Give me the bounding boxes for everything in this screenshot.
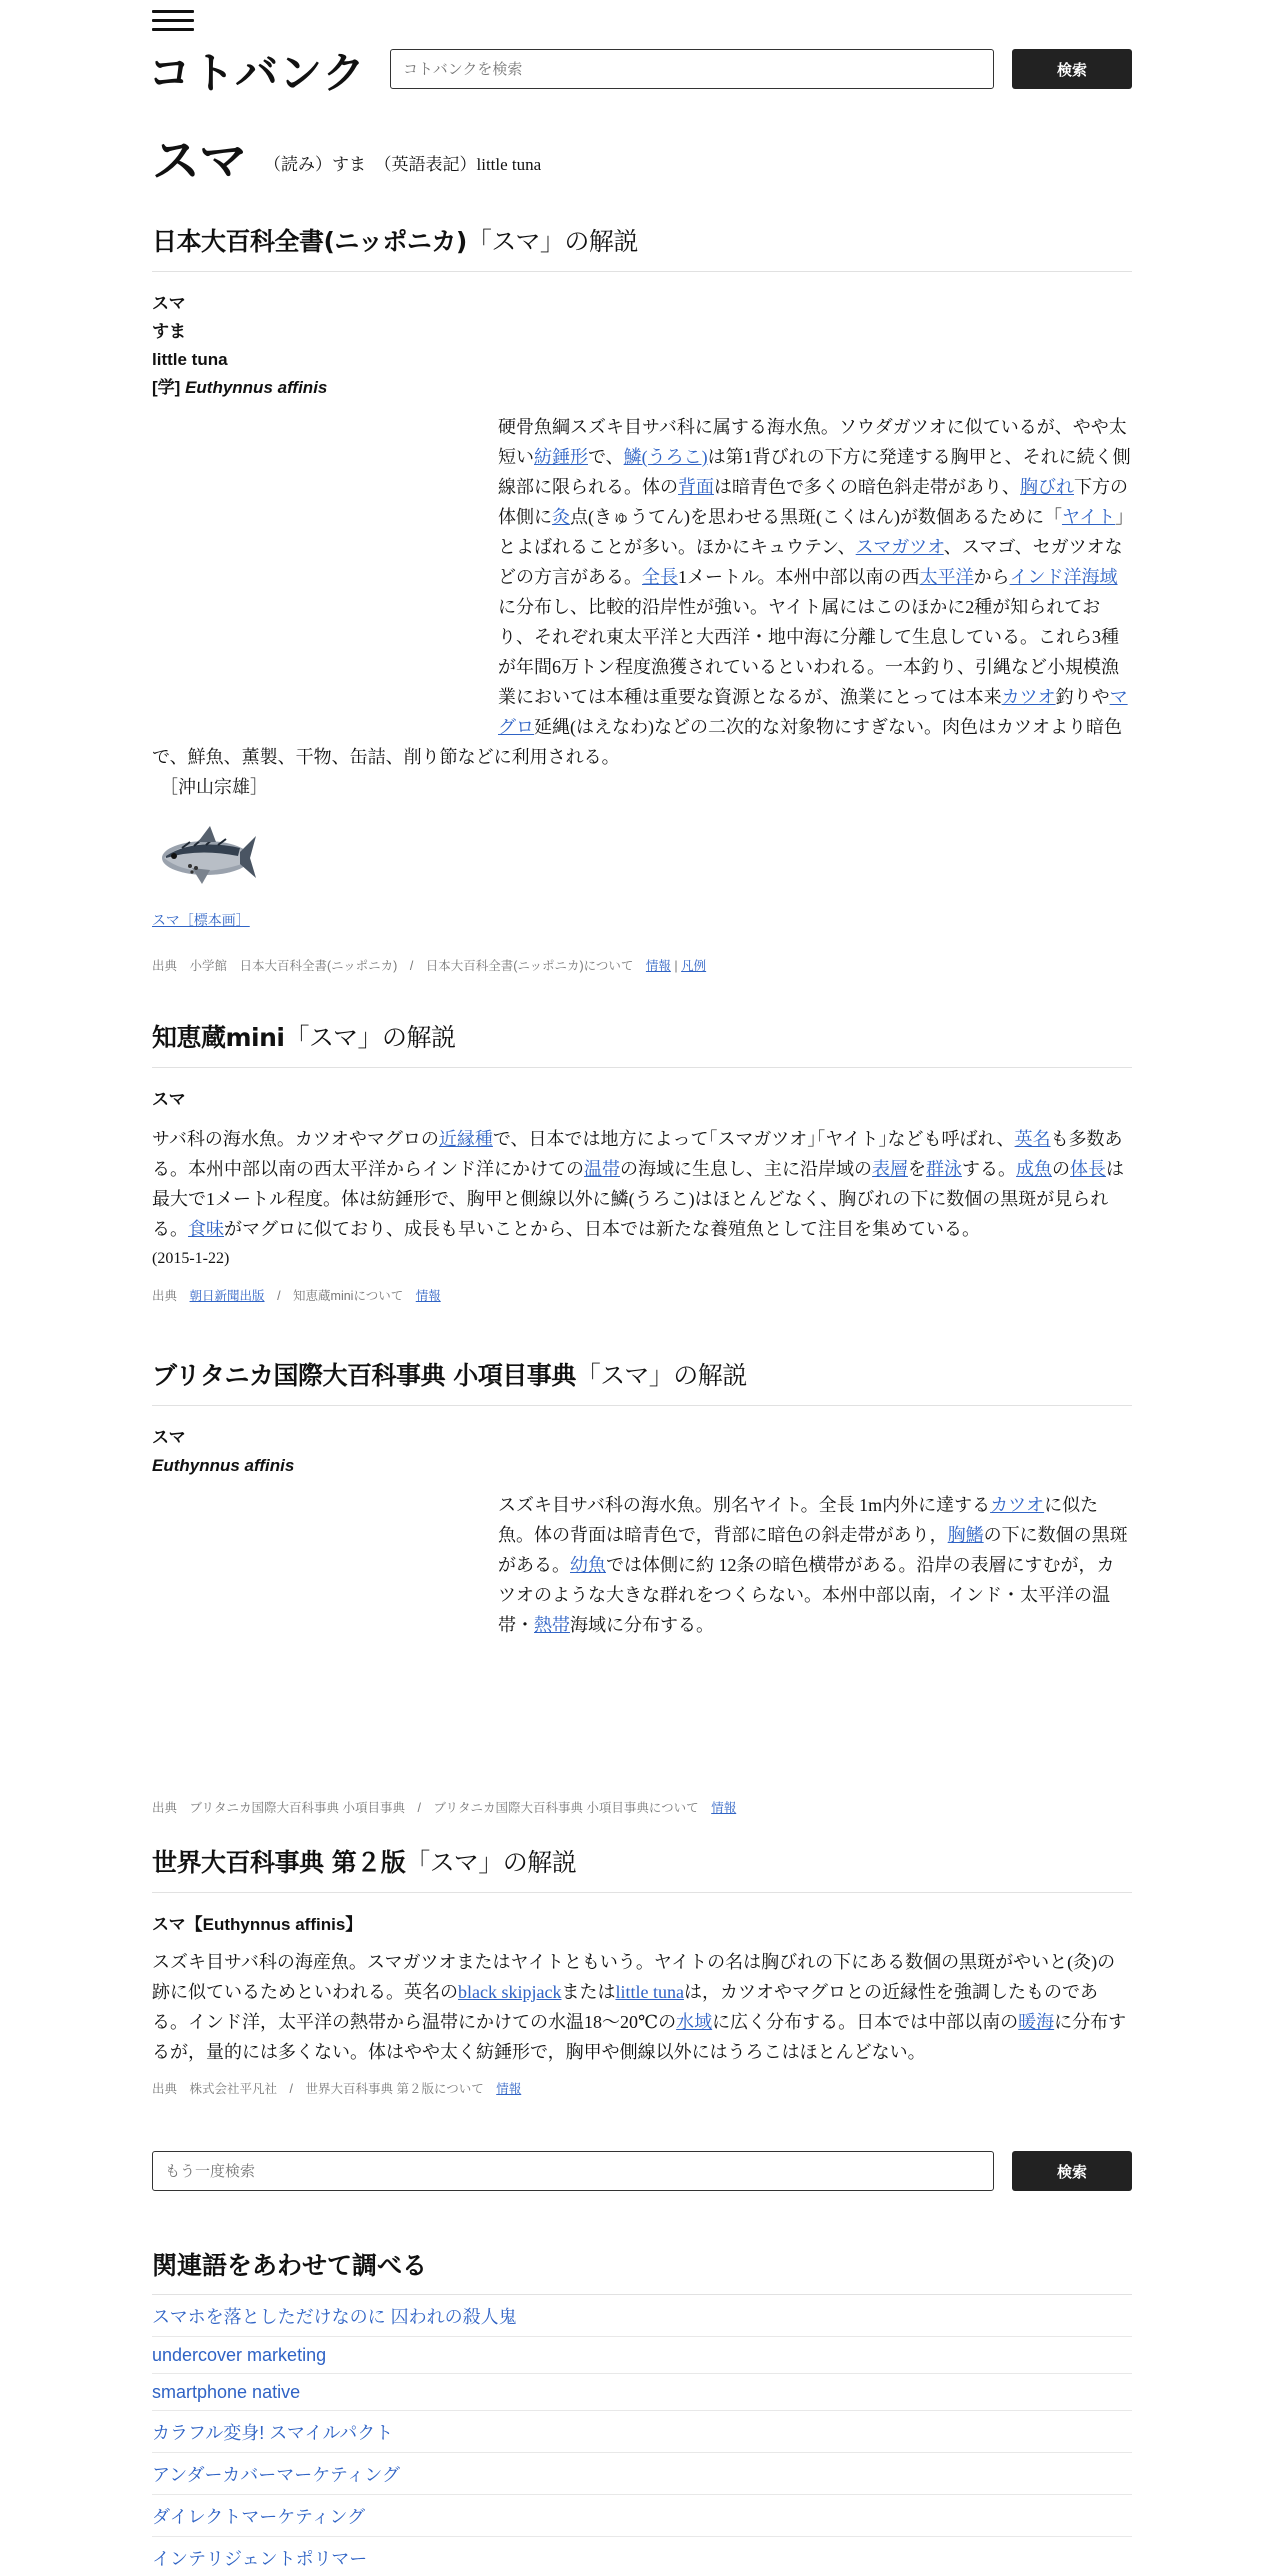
source-line: 出典 株式会社平凡社 / 世界大百科事典 第２版について 情報 bbox=[152, 2082, 522, 2096]
scientific-name: Euthynnus affinis bbox=[152, 1456, 295, 1475]
link[interactable]: マグロ bbox=[498, 687, 1128, 737]
link[interactable]: 胸びれ bbox=[1020, 477, 1074, 497]
term-list bbox=[152, 1086, 1132, 1114]
bottom-search-button[interactable]: 検索 bbox=[1012, 2151, 1132, 2191]
related-item[interactable]: インテリジェントポリマー bbox=[152, 2537, 1132, 2568]
term: little tuna bbox=[152, 350, 228, 369]
section-britannica bbox=[152, 1356, 1132, 1816]
term: すま bbox=[152, 322, 186, 341]
search-button[interactable]: 検索 bbox=[1012, 49, 1132, 89]
page-title: スマ bbox=[152, 133, 248, 189]
link[interactable]: 胸鰭 bbox=[947, 1525, 984, 1545]
term: スマ bbox=[152, 1090, 186, 1109]
title-reading: （読み）すま （英語表記）little tuna bbox=[264, 155, 542, 174]
source-line: 出典 朝日新聞出版 / 知恵蔵miniについて 情報 bbox=[152, 1289, 441, 1303]
author: ［沖山宗雄］ bbox=[160, 777, 268, 797]
link[interactable]: カツオ bbox=[1001, 687, 1056, 707]
link[interactable]: 食味 bbox=[188, 1219, 224, 1239]
link[interactable]: 成魚 bbox=[1016, 1159, 1052, 1179]
publisher-link[interactable]: 朝日新聞出版 bbox=[189, 1289, 265, 1303]
source-line: 出典 ブリタニカ国際大百科事典 小項目事典 / ブリタニカ国際大百科事典 小項目事典について 情報 bbox=[152, 1801, 737, 1815]
link[interactable]: 鱗(うろこ) bbox=[623, 447, 708, 467]
source-line: 出典 小学館 日本大百科全書(ニッポニカ) / 日本大百科全書(ニッポニカ)について 情報 | 凡例 bbox=[152, 959, 707, 973]
related-heading: 関連語をあわせて調べる bbox=[152, 2246, 1132, 2295]
link[interactable]: black skipjack bbox=[458, 1982, 562, 2002]
article-body: スズキ目サバ科の海産魚。スマガツオまたはヤイトともいう。ヤイトの名は胸びれの下にある数個の黒斑がやいと(灸)の跡に似ているためといわれる。英名のblack skipjackまたはlittle tunaは，カツオやマグロとの近縁性を強調したものである。インド洋，太平洋の熱帯から温帯にかけての水温18～20℃の水域に広く分布する。日本では中部以南の暖海に分布するが，量的には多くない。体はやや太く紡錘形で，胸甲や側線以外にはうろこはほとんどない。 bbox=[152, 1952, 1127, 2062]
link[interactable]: little tuna bbox=[615, 1982, 684, 2002]
article-body: スズキ目サバ科の海水魚。別名ヤイト。全長 1m内外に達するカツオに似た魚。体の背面は暗青色で，背部に暗色の斜走帯があり，胸鰭の下に数個の黒斑がある。幼魚では体側に約 12条の暗色横帯がある。沿岸の表層にすむが，カツオのような大きな群れをつくらない。本州中部以南，インド・太平洋の温帯・熱帯海域に分布する。 bbox=[498, 1495, 1128, 1635]
fish-figure[interactable] bbox=[152, 812, 262, 930]
term: スマ bbox=[152, 1428, 186, 1447]
section-heading: 世界大百科事典 第２版「スマ」の解説 bbox=[152, 1843, 1132, 1893]
legend-link[interactable]: 凡例 bbox=[681, 959, 707, 973]
link[interactable]: 水域 bbox=[676, 2012, 713, 2032]
info-link[interactable]: 情報 bbox=[496, 2082, 522, 2096]
related-item[interactable]: undercover marketing bbox=[152, 2337, 1132, 2374]
related-item[interactable]: ダイレクトマーケティング bbox=[152, 2495, 1132, 2537]
article-body: 硬骨魚綱スズキ目サバ科に属する海水魚。ソウダガツオに似ているが、やや太短い紡錘形で、鱗(うろこ)は第1背びれの下方に発達する胸甲と、それに続く側線部に限られる。体の背面は暗青色で多くの暗色斜走帯があり、胸びれ下方の体側に灸点(きゅうてん)を思わせる黒斑(こくはん)が数個あるために「ヤイト」とよばれることが多い。ほかにキュウテン、スマガツオ、スマゴ、セガツオなどの方言がある。全長1メートル。本州中部以南の西太平洋からインド洋海域に分布し、比較的沿岸性が強い。ヤイト属にはこのほかに2種が知られており、それぞれ東太平洋と大西洋・地中海に分離して生息している。これら3種が年間6万トン程度漁獲されているといわれる。一本釣り、引縄など小規模漁業においては本種は重要な資源となるが、漁業にとっては本来カツオ釣りやマグロ延縄(はえなわ)などの二次的な対象物にすぎない。肉色はカツオより暗色で、鮮魚、薫製、干物、缶詰、削り節などに利用される。 ［沖山宗雄］ bbox=[152, 412, 1132, 802]
link[interactable]: 灸 bbox=[552, 507, 570, 527]
link[interactable]: インド洋海域 bbox=[1009, 567, 1118, 587]
site-logo[interactable]: コトバンク bbox=[148, 49, 367, 99]
link[interactable]: 群泳 bbox=[926, 1159, 962, 1179]
section-heading: ブリタニカ国際大百科事典 小項目事典「スマ」の解説 bbox=[152, 1356, 1132, 1406]
related-item[interactable]: アンダーカバーマーケティング bbox=[152, 2453, 1132, 2495]
link[interactable]: 幼魚 bbox=[570, 1555, 606, 1575]
link[interactable]: 太平洋 bbox=[919, 567, 974, 587]
link[interactable]: 紡錘形 bbox=[534, 447, 588, 467]
related-section bbox=[152, 2246, 1132, 2568]
section-chiezo-mini bbox=[152, 1018, 1132, 1304]
term-list bbox=[152, 1911, 1132, 1939]
figure-caption[interactable]: スマ［標本画］ bbox=[152, 914, 250, 929]
link[interactable]: 表層 bbox=[872, 1159, 908, 1179]
link[interactable]: 全長 bbox=[642, 567, 678, 587]
bottom-search-input[interactable] bbox=[152, 2151, 994, 2191]
link[interactable]: 背面 bbox=[678, 477, 714, 497]
related-item[interactable]: smartphone native bbox=[152, 2374, 1132, 2411]
info-link[interactable]: 情報 bbox=[645, 959, 671, 973]
link[interactable]: スマガツオ bbox=[855, 537, 944, 557]
link[interactable]: 熱帯 bbox=[534, 1615, 570, 1635]
term-list bbox=[152, 290, 1132, 402]
scientific-name: [学] Euthynnus affinis bbox=[152, 378, 328, 397]
section-nipponica bbox=[152, 222, 1132, 974]
section-heading: 知恵蔵mini「スマ」の解説 bbox=[152, 1018, 1132, 1068]
article-body: サバ科の海水魚。カツオやマグロの近縁種で、日本では地方によって｢スマガツオ｣｢ヤイト｣なども呼ばれ、英名も多数ある。本州中部以南の西太平洋からインド洋にかけての温帯の海域に生息し、主に沿岸域の表層を群泳する。成魚の体長は最大で1メートル程度。体は紡錘形で、胸甲と側線以外に鱗(うろこ)はほとんどなく、胸びれの下に数個の黒斑が見られる。食味がマグロに似ており、成長も早いことから、日本では新たな養殖魚として注目を集めている。 bbox=[152, 1129, 1124, 1239]
link[interactable]: 暖海 bbox=[1018, 2012, 1055, 2032]
menu-icon[interactable] bbox=[152, 10, 194, 32]
term: スマ【Euthynnus affinis】 bbox=[152, 1915, 363, 1934]
info-link[interactable]: 情報 bbox=[415, 1289, 441, 1303]
link[interactable]: 体長 bbox=[1070, 1159, 1106, 1179]
term: スマ bbox=[152, 294, 186, 313]
search-input[interactable] bbox=[390, 49, 994, 89]
fish-image-icon[interactable] bbox=[152, 812, 258, 908]
link[interactable]: ヤイト bbox=[1061, 507, 1116, 527]
link[interactable]: カツオ bbox=[990, 1495, 1045, 1515]
date: (2015-1-22) bbox=[152, 1250, 230, 1267]
related-list bbox=[152, 2295, 1132, 2568]
info-link[interactable]: 情報 bbox=[711, 1801, 737, 1815]
related-item[interactable]: スマホを落としただけなのに 囚われの殺人鬼 bbox=[152, 2295, 1132, 2337]
section-heibonsha bbox=[152, 1843, 1132, 2097]
section-heading: 日本大百科全書(ニッポニカ)「スマ」の解説 bbox=[152, 222, 1132, 272]
link[interactable]: 近縁種 bbox=[438, 1129, 493, 1149]
related-item[interactable]: カラフル変身! スマイルパクト bbox=[152, 2411, 1132, 2453]
term-list bbox=[152, 1424, 1132, 1480]
link[interactable]: 温帯 bbox=[584, 1159, 620, 1179]
link[interactable]: 英名 bbox=[1014, 1129, 1051, 1149]
